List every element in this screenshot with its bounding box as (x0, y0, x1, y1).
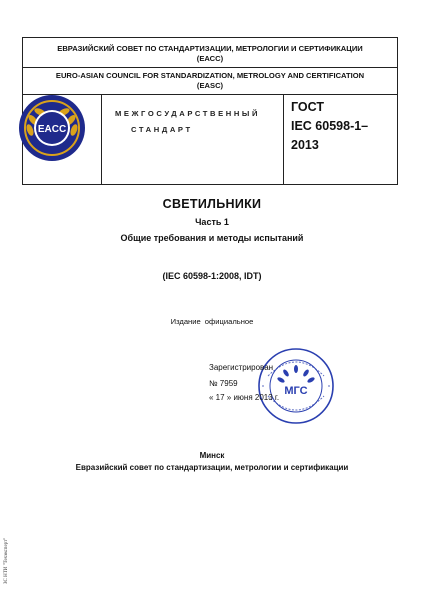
document-subtitle: Общие требования и методы испытаний (120, 233, 304, 243)
document-part: Часть 1 (195, 217, 229, 227)
stamp-center-text: МГС (284, 385, 308, 397)
org-name-ru: ЕВРАЗИЙСКИЙ СОВЕТ ПО СТАНДАРТИЗАЦИИ, МЕТРОЛОГИИ И СЕРТИФИКАЦИИ (57, 44, 363, 53)
gost-line-1: ГОСТ (291, 100, 324, 114)
iec-reference: (IEC 60598-1:2008, IDT) (162, 271, 262, 281)
standard-label-2: СТАНДАРТ (131, 125, 193, 134)
org-abbr-ru: (ЕАСС) (196, 54, 224, 63)
gost-line-3: 2013 (291, 138, 319, 152)
stamp-wreath (277, 365, 316, 384)
standard-label-1: МЕЖГОСУДАРСТВЕННЫЙ (115, 109, 260, 118)
logo-divider (101, 94, 102, 184)
gost-line-2: IEC 60598-1– (291, 119, 369, 133)
org-name-en: EURO-ASIAN COUNCIL FOR STANDARDIZATION, METROLOGY AND CERTIFICATION (55, 71, 365, 80)
org-abbr-en: (EASC) (196, 81, 224, 90)
header-divider-1 (23, 67, 397, 68)
footer-city: Минск (199, 451, 225, 460)
mgs-stamp (256, 346, 336, 426)
edition-label: Издание официальное (170, 317, 254, 326)
logo-text: EACC (37, 124, 67, 135)
registration-number: № 7959 (209, 379, 238, 388)
footer-org: Евразийский совет по стандартизации, метрологии и сертификации (75, 463, 349, 472)
side-note: ЗС НТИ "Техэксперт" (4, 537, 9, 584)
registration-date: « 17 » июня 2013 г. (209, 393, 280, 402)
document-title: СВЕТИЛЬНИКИ (162, 197, 262, 211)
registration-label: Зарегистрирован (209, 363, 274, 372)
gost-divider (283, 94, 284, 184)
eacc-logo (16, 92, 88, 164)
